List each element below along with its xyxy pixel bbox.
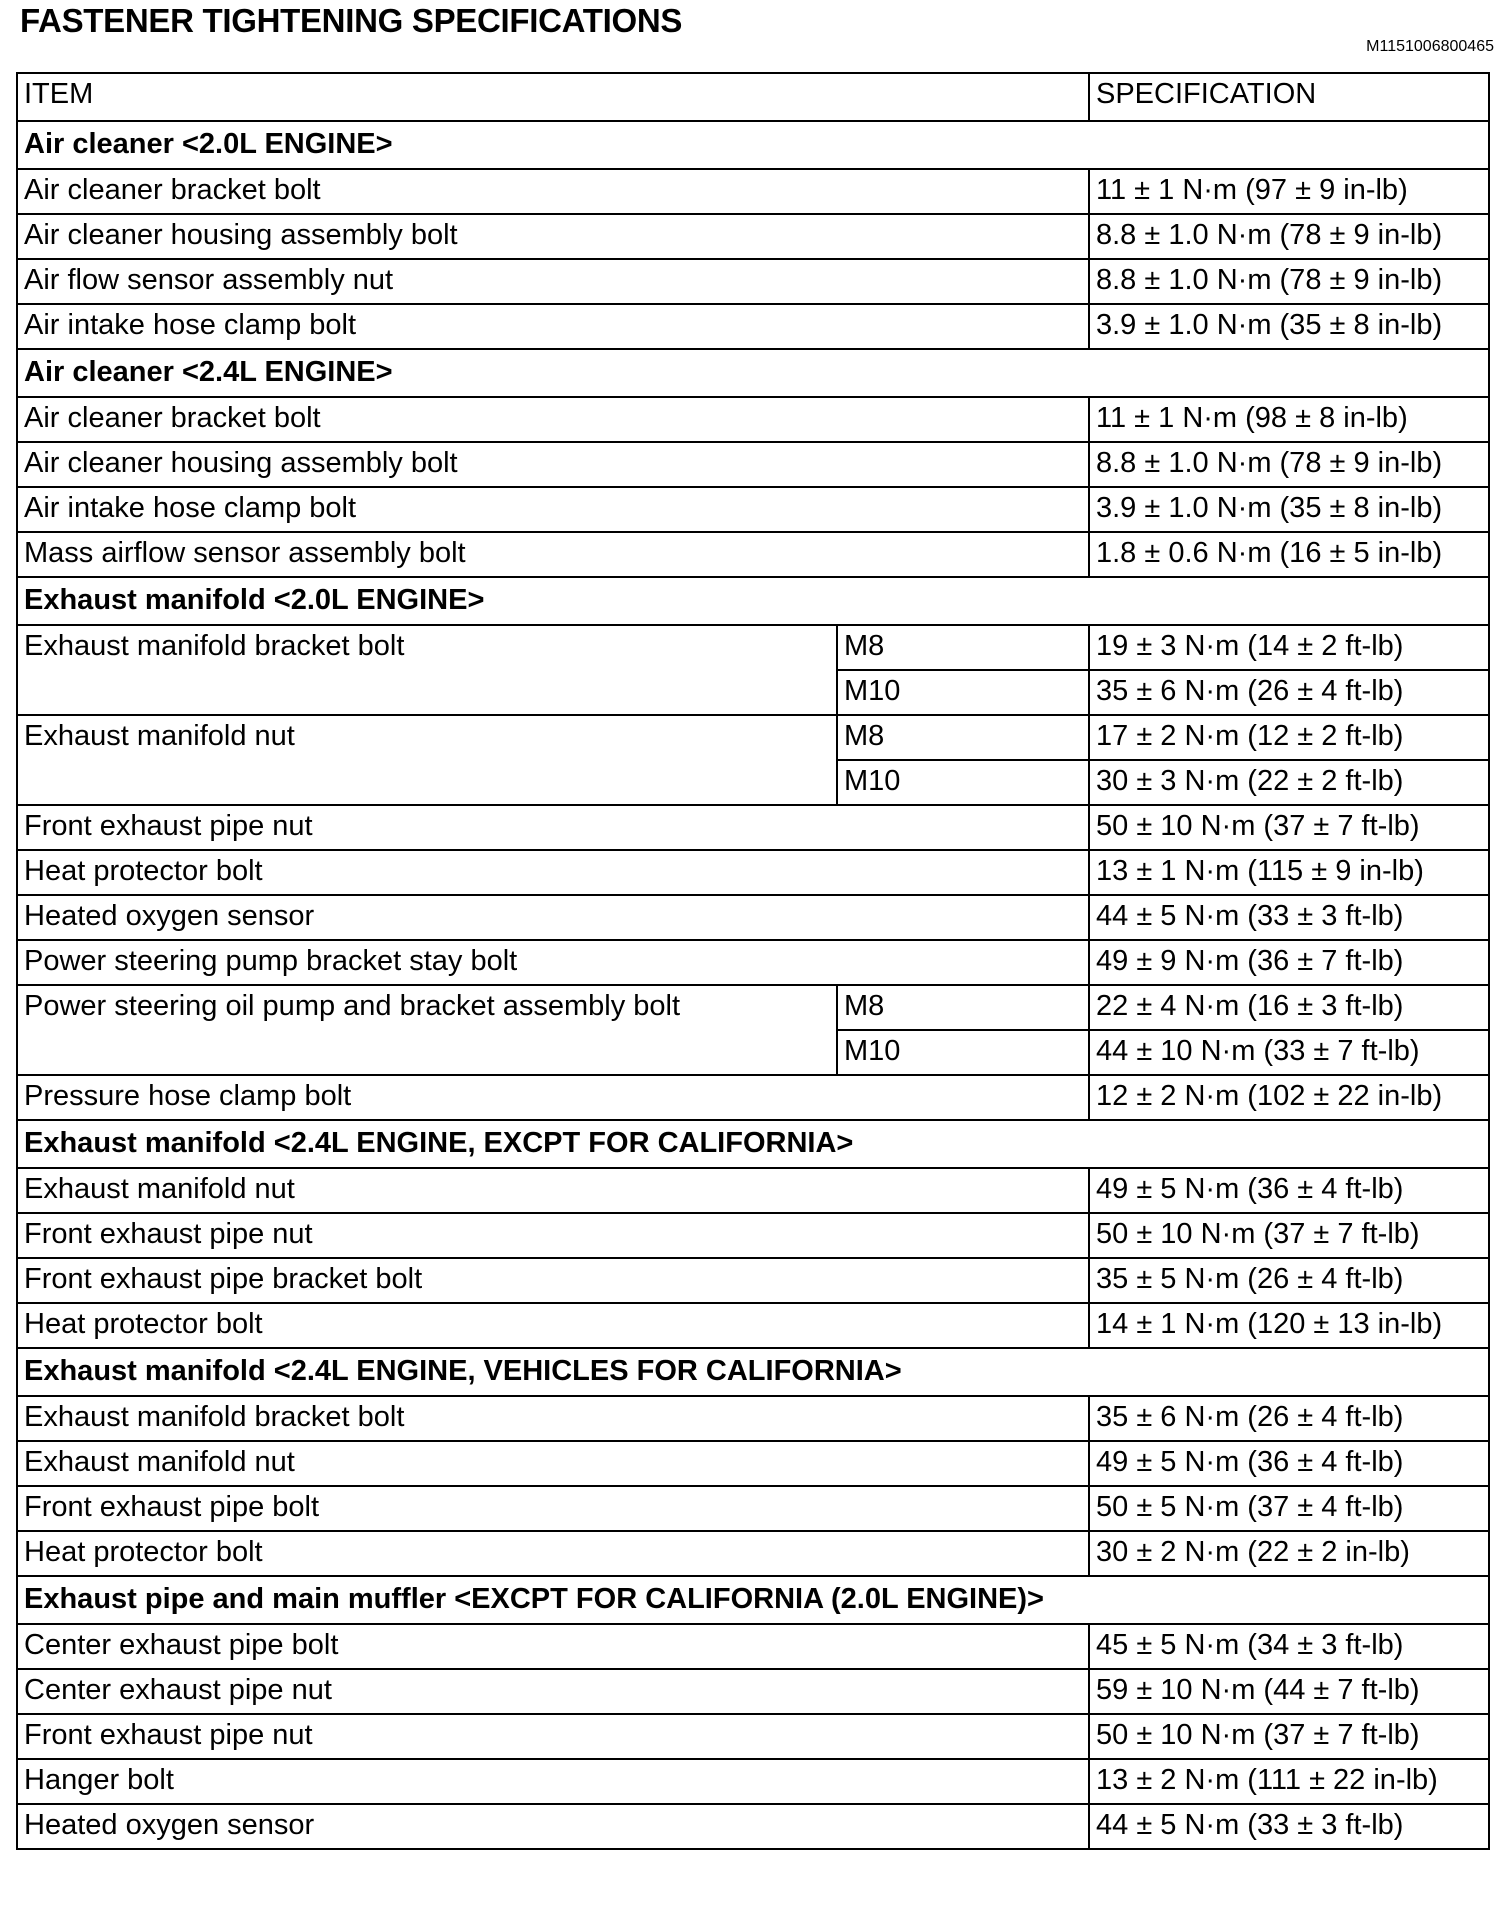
table-row [17, 1213, 1489, 1258]
item-cell: Air cleaner bracket bolt [17, 169, 1089, 214]
spec-cell: 14 ± 1 N·m (120 ± 13 in-lb) [1089, 1303, 1489, 1348]
section-header-row [17, 1348, 1489, 1396]
item-cell: Heat protector bolt [17, 1531, 1089, 1576]
spec-cell: 44 ± 10 N·m (33 ± 7 ft-lb) [1089, 1030, 1489, 1075]
spec-cell: 50 ± 10 N·m (37 ± 7 ft-lb) [1089, 1714, 1489, 1759]
spec-cell: 35 ± 6 N·m (26 ± 4 ft-lb) [1089, 670, 1489, 715]
section-header-row [17, 1120, 1489, 1168]
section-header-row [17, 121, 1489, 169]
item-cell: Front exhaust pipe nut [17, 805, 1089, 850]
spec-cell: 49 ± 9 N·m (36 ± 7 ft-lb) [1089, 940, 1489, 985]
spec-cell: 8.8 ± 1.0 N·m (78 ± 9 in-lb) [1089, 214, 1489, 259]
table-row [17, 259, 1489, 304]
table-row [17, 304, 1489, 349]
table-row [17, 397, 1489, 442]
item-cell: Air cleaner housing assembly bolt [17, 442, 1089, 487]
section-header-row [17, 577, 1489, 625]
table-row [17, 625, 1489, 670]
table-header-row [17, 73, 1489, 121]
spec-cell: 44 ± 5 N·m (33 ± 3 ft-lb) [1089, 895, 1489, 940]
table-row [17, 487, 1489, 532]
table-row [17, 895, 1489, 940]
spec-cell: 22 ± 4 N·m (16 ± 3 ft-lb) [1089, 985, 1489, 1030]
spec-cell: 3.9 ± 1.0 N·m (35 ± 8 in-lb) [1089, 304, 1489, 349]
table-row [17, 1759, 1489, 1804]
table-row [17, 985, 1489, 1030]
section-title: Exhaust manifold <2.0L ENGINE> [17, 577, 1489, 625]
spec-cell: 49 ± 5 N·m (36 ± 4 ft-lb) [1089, 1441, 1489, 1486]
item-cell: Power steering oil pump and bracket assembly bolt [17, 985, 837, 1075]
fastener-spec-table [16, 72, 1490, 1850]
spec-cell: 13 ± 1 N·m (115 ± 9 in-lb) [1089, 850, 1489, 895]
item-cell: Front exhaust pipe bracket bolt [17, 1258, 1089, 1303]
table-row [17, 805, 1489, 850]
spec-cell: 3.9 ± 1.0 N·m (35 ± 8 in-lb) [1089, 487, 1489, 532]
item-cell: Exhaust manifold bracket bolt [17, 1396, 1089, 1441]
item-cell: Center exhaust pipe nut [17, 1669, 1089, 1714]
table-row [17, 1669, 1489, 1714]
item-cell: Mass airflow sensor assembly bolt [17, 532, 1089, 577]
page-title: FASTENER TIGHTENING SPECIFICATIONS [20, 2, 683, 39]
header-specification: SPECIFICATION [1089, 73, 1489, 121]
spec-cell: 11 ± 1 N·m (97 ± 9 in-lb) [1089, 169, 1489, 214]
table-row [17, 940, 1489, 985]
spec-cell: 8.8 ± 1.0 N·m (78 ± 9 in-lb) [1089, 442, 1489, 487]
spec-cell: 8.8 ± 1.0 N·m (78 ± 9 in-lb) [1089, 259, 1489, 304]
table-row [17, 532, 1489, 577]
table-row [17, 1624, 1489, 1669]
table-row [17, 1396, 1489, 1441]
table-row [17, 1258, 1489, 1303]
section-title: Exhaust manifold <2.4L ENGINE, VEHICLES FOR CALIFORNIA> [17, 1348, 1489, 1396]
spec-cell: 12 ± 2 N·m (102 ± 22 in-lb) [1089, 1075, 1489, 1120]
spec-cell: 50 ± 5 N·m (37 ± 4 ft-lb) [1089, 1486, 1489, 1531]
spec-cell: 30 ± 2 N·m (22 ± 2 in-lb) [1089, 1531, 1489, 1576]
spec-cell: 44 ± 5 N·m (33 ± 3 ft-lb) [1089, 1804, 1489, 1849]
item-cell: Air intake hose clamp bolt [17, 304, 1089, 349]
item-cell: Exhaust manifold bracket bolt [17, 625, 837, 715]
table-row [17, 1531, 1489, 1576]
table-row [17, 1441, 1489, 1486]
bolt-size-cell: M8 [837, 715, 1089, 760]
table-row [17, 1486, 1489, 1531]
bolt-size-cell: M10 [837, 670, 1089, 715]
table-row [17, 169, 1489, 214]
document-id: M1151006800465 [1366, 38, 1494, 55]
spec-table-body [17, 73, 1489, 1849]
item-cell: Heat protector bolt [17, 850, 1089, 895]
section-title: Air cleaner <2.4L ENGINE> [17, 349, 1489, 397]
spec-cell: 35 ± 5 N·m (26 ± 4 ft-lb) [1089, 1258, 1489, 1303]
item-cell: Power steering pump bracket stay bolt [17, 940, 1089, 985]
section-header-row [17, 1576, 1489, 1624]
spec-cell: 50 ± 10 N·m (37 ± 7 ft-lb) [1089, 805, 1489, 850]
item-cell: Air flow sensor assembly nut [17, 259, 1089, 304]
section-title: Exhaust pipe and main muffler <EXCPT FOR CALIFORNIA (2.0L ENGINE)> [17, 1576, 1489, 1624]
item-cell: Front exhaust pipe nut [17, 1714, 1089, 1759]
bolt-size-cell: M10 [837, 760, 1089, 805]
spec-cell: 17 ± 2 N·m (12 ± 2 ft-lb) [1089, 715, 1489, 760]
spec-cell: 1.8 ± 0.6 N·m (16 ± 5 in-lb) [1089, 532, 1489, 577]
table-row [17, 1075, 1489, 1120]
spec-cell: 30 ± 3 N·m (22 ± 2 ft-lb) [1089, 760, 1489, 805]
table-row [17, 214, 1489, 259]
spec-cell: 59 ± 10 N·m (44 ± 7 ft-lb) [1089, 1669, 1489, 1714]
bolt-size-cell: M8 [837, 985, 1089, 1030]
table-row [17, 1303, 1489, 1348]
item-cell: Front exhaust pipe nut [17, 1213, 1089, 1258]
bolt-size-cell: M8 [837, 625, 1089, 670]
item-cell: Pressure hose clamp bolt [17, 1075, 1089, 1120]
spec-cell: 11 ± 1 N·m (98 ± 8 in-lb) [1089, 397, 1489, 442]
table-row [17, 1168, 1489, 1213]
table-row [17, 715, 1489, 760]
item-cell: Hanger bolt [17, 1759, 1089, 1804]
item-cell: Air cleaner bracket bolt [17, 397, 1089, 442]
section-title: Exhaust manifold <2.4L ENGINE, EXCPT FOR CALIFORNIA> [17, 1120, 1489, 1168]
spec-cell: 35 ± 6 N·m (26 ± 4 ft-lb) [1089, 1396, 1489, 1441]
section-header-row [17, 349, 1489, 397]
table-row [17, 1714, 1489, 1759]
item-cell: Air intake hose clamp bolt [17, 487, 1089, 532]
header-item: ITEM [17, 73, 1089, 121]
spec-cell: 50 ± 10 N·m (37 ± 7 ft-lb) [1089, 1213, 1489, 1258]
item-cell: Heated oxygen sensor [17, 895, 1089, 940]
table-row [17, 442, 1489, 487]
spec-cell: 19 ± 3 N·m (14 ± 2 ft-lb) [1089, 625, 1489, 670]
table-row [17, 850, 1489, 895]
item-cell: Center exhaust pipe bolt [17, 1624, 1089, 1669]
bolt-size-cell: M10 [837, 1030, 1089, 1075]
item-cell: Exhaust manifold nut [17, 1441, 1089, 1486]
spec-cell: 49 ± 5 N·m (36 ± 4 ft-lb) [1089, 1168, 1489, 1213]
item-cell: Front exhaust pipe bolt [17, 1486, 1089, 1531]
item-cell: Heated oxygen sensor [17, 1804, 1089, 1849]
table-row [17, 1804, 1489, 1849]
section-title: Air cleaner <2.0L ENGINE> [17, 121, 1489, 169]
item-cell: Air cleaner housing assembly bolt [17, 214, 1089, 259]
item-cell: Exhaust manifold nut [17, 1168, 1089, 1213]
spec-cell: 45 ± 5 N·m (34 ± 3 ft-lb) [1089, 1624, 1489, 1669]
spec-cell: 13 ± 2 N·m (111 ± 22 in-lb) [1089, 1759, 1489, 1804]
item-cell: Exhaust manifold nut [17, 715, 837, 805]
item-cell: Heat protector bolt [17, 1303, 1089, 1348]
